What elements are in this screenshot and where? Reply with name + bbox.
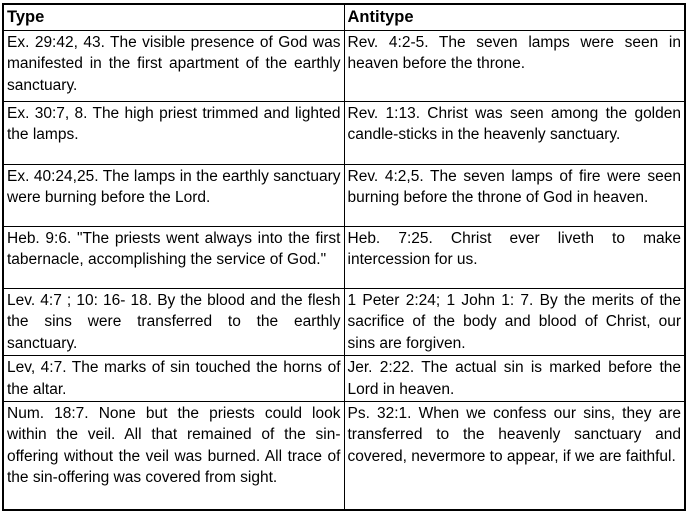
antitype-cell: Ps. 32:1. When we confess our sins, they are transferred to the heavenly sanctuary and covered, nevermore to appear, if we are faithful. [344, 402, 685, 510]
table-row [3, 289, 685, 356]
antitype-cell: Rev. 4:2,5. The seven lamps of fire were seen burning before the throne of God in heaven. [344, 165, 685, 227]
type-cell: Lev, 4:7. The marks of sin touched the horns of the altar. [3, 356, 344, 402]
antitype-cell: 1 Peter 2:24; 1 John 1: 7. By the merits of the sacrifice of the body and blood of Christ, our sins are forgiven. [344, 289, 685, 356]
header-row [3, 4, 685, 31]
table-row [3, 356, 685, 402]
column-header-antitype: Antitype [344, 4, 685, 31]
type-cell: Ex. 30:7, 8. The high priest trimmed and lighted the lamps. [3, 102, 344, 165]
table-row [3, 102, 685, 165]
type-cell: Lev. 4:7 ; 10: 16- 18. By the blood and the flesh the sins were transferred to the earthly sanctuary. [3, 289, 344, 356]
antitype-cell: Heb. 7:25. Christ ever liveth to make intercession for us. [344, 227, 685, 289]
table-row [3, 165, 685, 227]
type-antitype-table [2, 3, 686, 511]
table-row [3, 31, 685, 102]
antitype-cell: Jer. 2:22. The actual sin is marked before the Lord in heaven. [344, 356, 685, 402]
table-row [3, 227, 685, 289]
antitype-cell: Rev. 4:2-5. The seven lamps were seen in heaven before the throne. [344, 31, 685, 102]
column-header-type: Type [3, 4, 344, 31]
type-cell: Heb. 9:6. "The priests went always into the first tabernacle, accomplishing the service of God." [3, 227, 344, 289]
type-cell: Ex. 40:24,25. The lamps in the earthly sanctuary were burning before the Lord. [3, 165, 344, 227]
antitype-cell: Rev. 1:13. Christ was seen among the golden candle-sticks in the heavenly sanctuary. [344, 102, 685, 165]
table-row [3, 402, 685, 510]
type-cell: Num. 18:7. None but the priests could look within the veil. All that remained of the sin-offering without the veil was burned. All trace of the sin-offering was covered from sight. [3, 402, 344, 510]
type-cell: Ex. 29:42, 43. The visible presence of God was manifested in the first apartment of the earthly sanctuary. [3, 31, 344, 102]
